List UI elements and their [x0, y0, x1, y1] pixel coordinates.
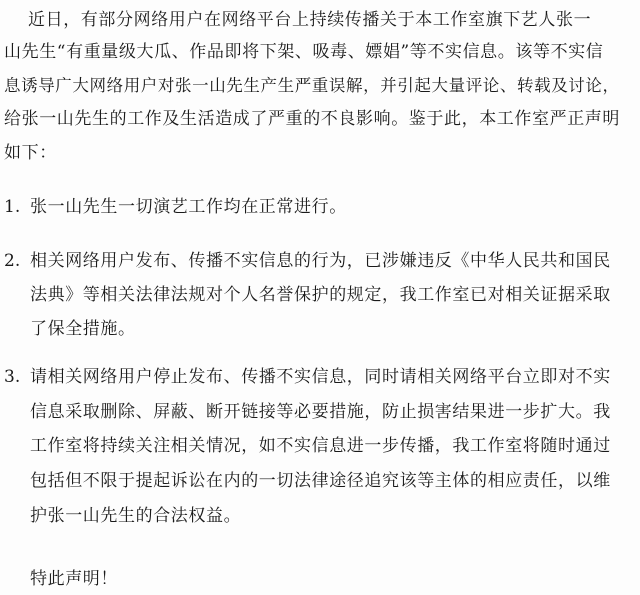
item-3-line-1: 请相关网络用户停止发布、传播不实信息，同时请相关网络平台立即对不实 [30, 367, 611, 387]
item-2-number: 2. [4, 251, 21, 271]
item-3-line-4: 包括但不限于提起诉讼在内的一切法律途径追究该等主体的相应责任，以维 [30, 471, 611, 491]
intro-line-2: 山先生“有重量级大瓜、作品即将下架、吸毒、嫖娼”等不实信息。该等不实信 [4, 42, 604, 62]
item-1-line-1: 张一山先生一切演艺工作均在正常进行。 [30, 197, 347, 217]
item-3-line-2: 信息采取删除、屏蔽、断开链接等必要措施，防止损害结果进一步扩大。我 [30, 402, 611, 422]
item-2-line-3: 了保全措施。 [30, 319, 136, 339]
item-3-line-3: 工作室将持续关注相关情况，如不实信息进一步传播，我工作室将随时通过 [30, 436, 611, 456]
item-3-line-5: 护张一山先生的合法权益。 [30, 506, 242, 526]
closing-text: 特此声明！ [30, 569, 118, 589]
item-2-line-2: 法典》等相关法律法规对个人名誉保护的规定，我工作室已对相关证据采取 [30, 285, 611, 305]
intro-line-4: 给张一山先生的工作及生活造成了严重的不良影响。鉴于此，本工作室严正声明 [4, 109, 620, 129]
intro-line-1: 近日，有部分网络用户在网络平台上持续传播关于本工作室旗下艺人张一 [28, 10, 592, 30]
item-1-number: 1. [4, 197, 21, 217]
item-2-line-1: 相关网络用户发布、传播不实信息的行为，已涉嫌违反《中华人民共和国民 [30, 251, 611, 271]
intro-line-3: 息诱导广大网络用户对张一山先生产生严重误解，并引起大量评论、转载及讨论， [4, 76, 620, 95]
item-3-number: 3. [4, 367, 21, 387]
intro-line-5: 如下： [4, 143, 57, 163]
